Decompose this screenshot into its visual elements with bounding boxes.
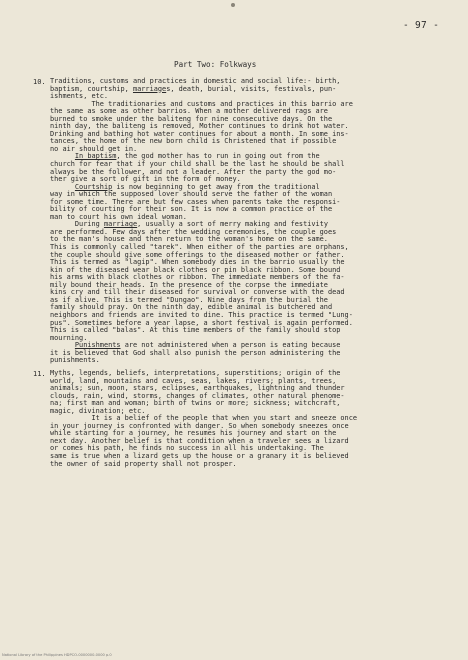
text-line: kins cry and till their diseased for survival or converse with the dead [50, 288, 345, 297]
text-line: while starting for a journey, he resumes his journey and start on the [50, 429, 337, 438]
text-line: no air should get in. [50, 144, 138, 153]
text-line: the same as some as other barrios. When a mother delivered rags are [50, 107, 328, 116]
text-line: na; first man and woman; birth of twins or more; sickness; witchcraft, [50, 399, 341, 408]
text-line: church for fear that if your child shall be the last he should be shall [50, 160, 345, 169]
text-line: magic, divination; etc. [50, 406, 146, 415]
text-line: burned to smoke under the baliteng for nine consecutive days. On the [50, 114, 333, 123]
text-line: mourning. [50, 333, 88, 342]
text-line: punishments. [50, 356, 100, 365]
archive-footer: National Library of the Philippines HDPCO-0000000-0000 p.0 [2, 653, 112, 657]
text-line: in your journey is confronted with danger. So when somebody sneezes once [50, 421, 349, 430]
text-line: to the man's house and then return to the woman's home on the same. [50, 235, 328, 244]
text-line: This is commonly called "tarek". When either of the parties are orphans, [50, 243, 349, 252]
item-10-number: 10. [33, 78, 46, 86]
text-line: ishments, etc. [50, 92, 109, 101]
text-line: mily bound their heads. In the presence of the corpse the immediate [50, 280, 328, 289]
text-line: The traditionaries and customs and practices in this barrio are [50, 99, 353, 108]
text-line: always be the follower, and not a leader. After the party the god mo- [50, 167, 337, 176]
text-line: It is a belief of the people that when you start and sneeze once [50, 414, 357, 423]
page-number: - 97 - [403, 20, 440, 31]
text-line: as if alive. This is termed "Dungao". Nine days from the burial the [50, 295, 328, 304]
text-line: world, land, mountains and caves, seas, lakes, rivers; plants, trees, [50, 376, 337, 385]
text-line: ther give a sort of gift in the form of money. [50, 175, 241, 184]
text-line: same is true when a lizard gets up the house or a granary it is believed [50, 452, 349, 461]
text-line: During marriage, usually a sort of merry making and festivity [50, 220, 328, 229]
text-line: ninth day, the baliteng is removed, Mother continues to drink hot water. [50, 122, 349, 131]
text-line: Drinking and bathing hot water continues for about a month. In some ins- [50, 129, 349, 138]
text-line: Traditions, customs and practices in domestic and social life:- birth, [50, 77, 341, 85]
text-line: This is termed as "lagip". When somebody dies in the barrio usually the [50, 258, 345, 267]
text-line: his arms with black clothes or ribbon. The immediate members of the fa- [50, 273, 345, 282]
text-line: the owner of said property shall not prosper. [50, 459, 237, 468]
text-line: for some time. There are but few cases when parents take the responsi- [50, 197, 341, 206]
text-line: tances, the home of the new born child is Christened that if possible [50, 137, 337, 146]
text-line: or comes his path, he finds no success in all his undertaking. The [50, 444, 324, 453]
text-line: way in which the supposed lover should serve the father of the woman [50, 190, 333, 199]
item-11-number: 11. [33, 370, 46, 378]
text-line: pus". Sometimes before a year lapse, a short festival is again performed. [50, 318, 353, 327]
text-line: This is called "balas". At this time members of the family should stop [50, 326, 341, 335]
text-line: family should pray. On the ninth day, edible animal is butchered and [50, 303, 333, 312]
text-line: man to court his own ideal woman. [50, 212, 187, 221]
text-line: are performed. Few days after the wedding ceremonies, the couple goes [50, 227, 337, 236]
text-line: In baptism, the god mother has to run in going out from the [74, 152, 320, 161]
item-10-body [50, 78, 430, 365]
section-heading: Part Two: Folkways [174, 60, 257, 69]
text-line: Myths, legends, beliefs, interpretations, superstitions; origin of the [50, 369, 341, 377]
text-line: animals; sun, moon, stars, eclipses, earthquakes, lightning and thunder [50, 384, 345, 393]
text-line: next day. Another belief is that condition when a traveler sees a lizard [50, 436, 349, 445]
item-11-body [50, 370, 430, 468]
text-line: Punishments are not administered when a person is eating because [74, 341, 341, 350]
text-line: Courtship is now beginning to get away from the traditional [74, 182, 320, 191]
text-line: baptism, courtship, marriages, death, burial, visits, festivals, pun- [50, 84, 337, 93]
text-line: neighbors and friends are invited to dine. This practice is termed "Lung- [50, 310, 353, 319]
text-line: bility of courting for their son. It is now a common practice of the [50, 205, 333, 214]
text-line: kin of the diseased wear black clothes or pin black ribbon. Some bound [50, 265, 341, 274]
text-line: the couple should give some offerings to the diseased mother or father. [50, 250, 345, 259]
text-line: clouds, rain, wind, storms, changes of climates, other natural phenome- [50, 391, 345, 400]
text-line: it is believed that God shall also punish the person administering the [50, 348, 341, 357]
punch-hole-mark [231, 3, 235, 7]
